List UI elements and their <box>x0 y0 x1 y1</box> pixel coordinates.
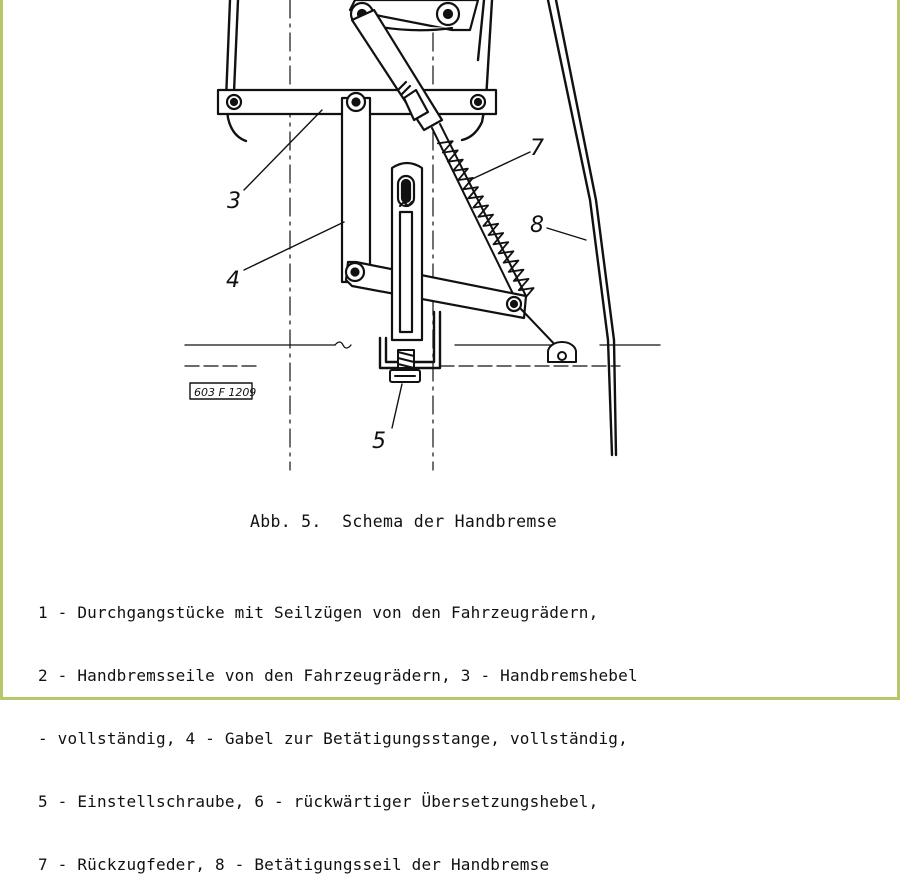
legend-line: 7 - Rückzugfeder, 8 - Betätigungsseil der Handbremse <box>38 855 550 874</box>
adjusting-screw-assembly <box>392 163 422 340</box>
spring-guide-rod <box>432 124 526 300</box>
legend-line: 1 - Durchgangstücke mit Seilzügen von den Fahrzeugrädern, <box>38 603 599 622</box>
adjusting-screw <box>390 350 420 382</box>
return-spring <box>438 141 534 299</box>
legend-line: - vollständig, 4 - Gabel zur Betätigungsstange, vollständig, <box>38 729 628 748</box>
callout-3: 3 <box>227 189 241 214</box>
legend <box>38 560 638 896</box>
lower-link <box>346 262 526 318</box>
actuating-cable <box>548 0 616 455</box>
callout-5: 5 <box>372 429 386 454</box>
legend-line: 5 - Einstellschraube, 6 - rückwärtiger Übersetzungshebel, <box>38 792 599 811</box>
callout-4: 4 <box>226 268 240 293</box>
drawing-code: 603 F 1209 <box>194 386 257 399</box>
vertical-lever <box>342 93 370 282</box>
figure-caption: Abb. 5. Schema der Handbremse <box>250 512 558 531</box>
left-hook-rod <box>226 0 246 141</box>
floor-anchor <box>520 308 576 362</box>
legend-line: 2 - Handbremsseile von den Fahrzeugrädern, 3 - Handbremshebel <box>38 666 638 685</box>
spring-coil <box>438 141 534 299</box>
callout-8: 8 <box>530 213 544 238</box>
callout-7: 7 <box>530 136 544 161</box>
